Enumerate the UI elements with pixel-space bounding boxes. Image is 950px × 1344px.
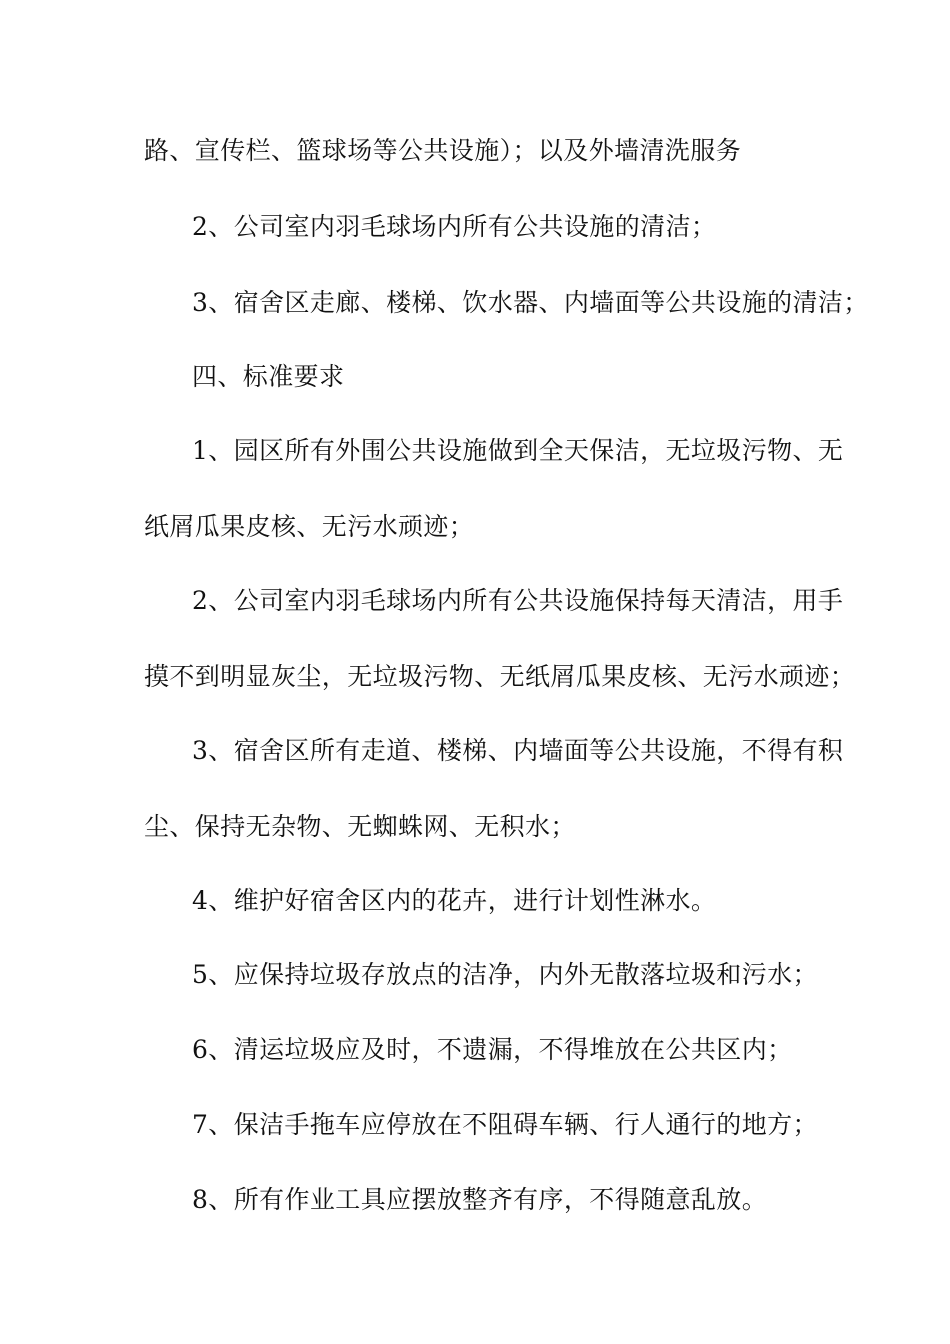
text-line-requirement-1-continued: 纸屑瓜果皮核、无污水顽迹； bbox=[144, 512, 475, 541]
text-line-requirement-3: 3、宿舍区所有走道、楼梯、内墙面等公共设施，不得有积 bbox=[192, 736, 844, 765]
text-line-requirement-3-continued: 尘、保持无杂物、无蜘蛛网、无积水； bbox=[144, 812, 576, 841]
text-line-requirement-2-continued: 摸不到明显灰尘，无垃圾污物、无纸屑瓜果皮核、无污水顽迹； bbox=[144, 662, 856, 691]
text-line-item-3-dormitory-cleaning: 3、宿舍区走廊、楼梯、饮水器、内墙面等公共设施的清洁； bbox=[192, 288, 869, 317]
text-line-requirement-8: 8、所有作业工具应摆放整齐有序，不得随意乱放。 bbox=[192, 1185, 768, 1214]
text-line-item-2-badminton-cleaning: 2、公司室内羽毛球场内所有公共设施的清洁； bbox=[192, 212, 717, 241]
text-line-requirement-6: 6、清运垃圾应及时，不遗漏，不得堆放在公共区内； bbox=[192, 1035, 793, 1064]
section-heading-standard-requirements: 四、标准要求 bbox=[192, 362, 345, 391]
text-line-continuation-public-facilities: 路、宣传栏、篮球场等公共设施）；以及外墙清洗服务 bbox=[144, 136, 742, 165]
text-line-requirement-1: 1、园区所有外围公共设施做到全天保洁，无垃圾污物、无 bbox=[192, 436, 844, 465]
text-line-requirement-7: 7、保洁手拖车应停放在不阻碍车辆、行人通行的地方； bbox=[192, 1110, 818, 1139]
text-line-requirement-2: 2、公司室内羽毛球场内所有公共设施保持每天清洁，用手 bbox=[192, 586, 844, 615]
text-line-requirement-4: 4、维护好宿舍区内的花卉，进行计划性淋水。 bbox=[192, 886, 717, 915]
text-line-requirement-5: 5、应保持垃圾存放点的洁净，内外无散落垃圾和污水； bbox=[192, 960, 818, 989]
